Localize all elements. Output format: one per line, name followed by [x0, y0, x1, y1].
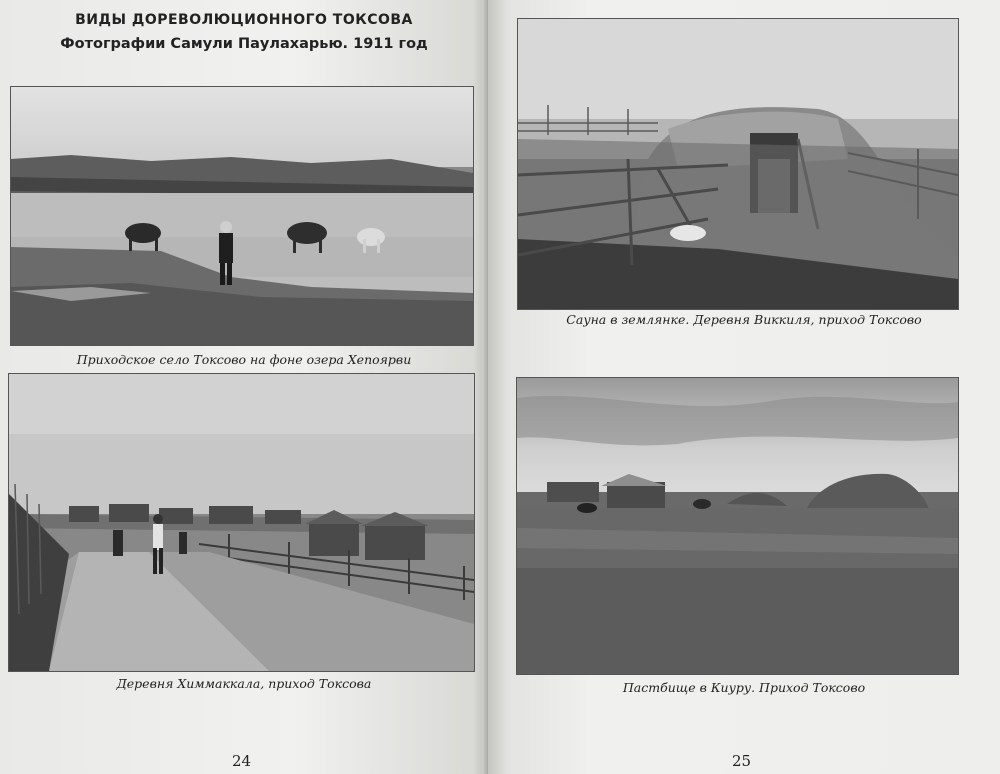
photo-village-road — [8, 373, 475, 672]
photo-caption: Приходское село Токсово на фоне озера Хепоярви — [76, 352, 412, 367]
page-title: ВИДЫ ДОРЕВОЛЮЦИОННОГО ТОКСОВА — [75, 12, 413, 28]
page-number: 25 — [732, 752, 752, 770]
page-number: 24 — [232, 752, 252, 770]
page-subtitle: Фотографии Самули Паулахарью. 1911 год — [60, 36, 428, 52]
photo-lake-cows — [10, 86, 474, 346]
photo-sauna-dugout — [517, 18, 959, 310]
right-page — [488, 0, 1000, 774]
photo-caption: Сауна в землянке. Деревня Виккиля, приход Токсово — [566, 312, 922, 327]
photo-pasture — [516, 377, 959, 675]
left-page — [0, 0, 488, 774]
photo-caption: Пастбище в Киуру. Приход Токсово — [622, 680, 866, 695]
photo-caption: Деревня Химмаккала, приход Токсова — [116, 676, 372, 691]
